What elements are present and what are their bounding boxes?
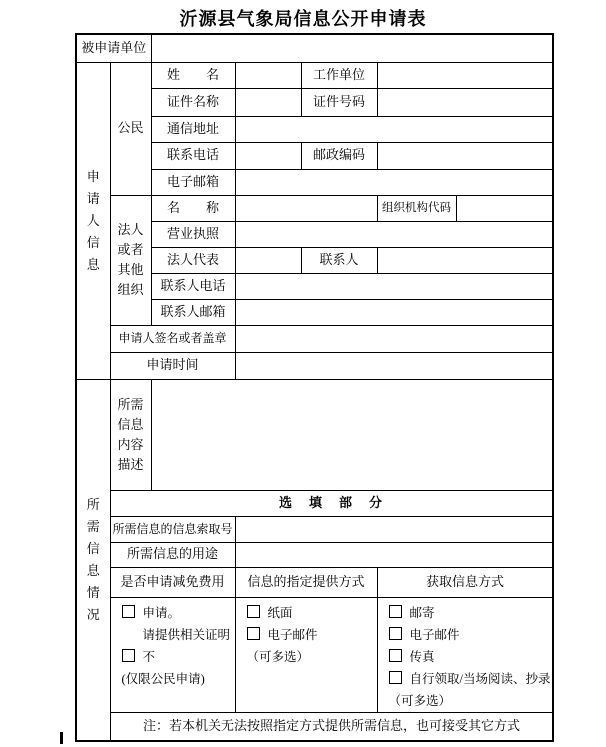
org-group-label: 法人或者其他组织 [110,195,151,325]
page-title: 沂源县气象局信息公开申请表 [179,9,427,29]
contact-phone-value[interactable] [235,273,553,299]
phone-value[interactable] [235,142,301,169]
fee-no-checkbox-icon[interactable] [122,649,135,662]
fee-waiver-options [110,597,235,712]
applied-unit-label: 被申请单位 [76,34,151,62]
citizen-group-label: 公民 [110,62,151,195]
fee-apply-note: 请提供相关证明 [142,627,231,642]
postcode-value[interactable] [377,142,553,169]
purpose-label: 所需信息的用途 [110,542,235,567]
contact-label: 联系人 [301,247,377,273]
address-label: 通信地址 [151,116,235,142]
delivery-paper-checkbox-icon[interactable] [247,605,260,618]
obtain-pickup-checkbox-icon[interactable] [389,671,402,684]
org-name-label: 名 称 [151,195,235,221]
fee-footnote: (仅限公民申请) [121,671,205,686]
obtain-email-checkbox-icon[interactable] [389,627,402,640]
org-code-value[interactable] [456,195,553,221]
contact-phone-label: 联系人电话 [151,273,235,299]
fee-apply-option: 申请。 [142,605,181,620]
info-section-label: 所需信息情况 [76,379,110,741]
signature-value[interactable] [235,325,553,352]
delivery-footnote: （可多选） [246,649,310,664]
fee-apply-checkbox-icon[interactable] [122,605,135,618]
fee-waiver-header: 是否申请减免费用 [110,567,235,597]
obtain-pickup-option: 自行领取/当场阅读、抄录 [409,671,551,686]
apply-time-value[interactable] [235,352,553,379]
email-label: 电子邮箱 [151,169,235,195]
id-type-label: 证件名称 [151,88,235,116]
org-code-label: 组织机构代码 [377,195,456,221]
obtain-fax-checkbox-icon[interactable] [389,649,402,662]
index-number-value[interactable] [235,516,553,542]
purpose-value[interactable] [235,542,553,567]
optional-part-header: 选 填 部 分 [110,490,553,516]
address-value[interactable] [235,116,553,142]
obtain-options [377,597,553,712]
applied-unit-value[interactable] [151,34,553,62]
delivery-options [235,597,377,712]
work-unit-value[interactable] [377,62,553,88]
contact-email-label: 联系人邮箱 [151,299,235,325]
text-cursor-mark [60,732,63,744]
delivery-email-option: 电子邮件 [267,627,318,642]
obtain-mail-option: 邮寄 [409,605,435,620]
description-value[interactable] [151,379,553,490]
obtain-fax-option: 传真 [409,649,435,664]
obtain-mail-checkbox-icon[interactable] [389,605,402,618]
license-value[interactable] [235,221,553,247]
delivery-paper-option: 纸面 [267,605,293,620]
obtain-header: 获取信息方式 [377,567,553,597]
legal-rep-label: 法人代表 [151,247,235,273]
postcode-label: 邮政编码 [301,142,377,169]
id-type-value[interactable] [235,88,301,116]
obtain-footnote: （可多选） [388,693,452,708]
contact-value[interactable] [377,247,553,273]
legal-rep-value[interactable] [235,247,301,273]
apply-time-label: 申请时间 [110,352,235,379]
id-number-value[interactable] [377,88,553,116]
work-unit-label: 工作单位 [301,62,377,88]
org-name-value[interactable] [235,195,377,221]
application-form-table [75,33,554,742]
obtain-email-option: 电子邮件 [409,627,460,642]
signature-label: 申请人签名或者盖章 [110,325,235,352]
fee-no-option: 不 [142,649,156,664]
description-label: 所需信息内容描述 [110,379,151,490]
applicant-section-label: 申请人信息 [76,62,110,379]
name-value[interactable] [235,62,301,88]
phone-label: 联系电话 [151,142,235,169]
delivery-email-checkbox-icon[interactable] [247,627,260,640]
index-number-label: 所需信息的信息索取号 [110,516,235,542]
contact-email-value[interactable] [235,299,553,325]
name-label: 姓 名 [151,62,235,88]
delivery-header: 信息的指定提供方式 [235,567,377,597]
note-text: 注：若本机关无法按照指定方式提供所需信息，也可接受其它方式 [110,712,553,741]
email-value[interactable] [235,169,553,195]
id-number-label: 证件号码 [301,88,377,116]
license-label: 营业执照 [151,221,235,247]
